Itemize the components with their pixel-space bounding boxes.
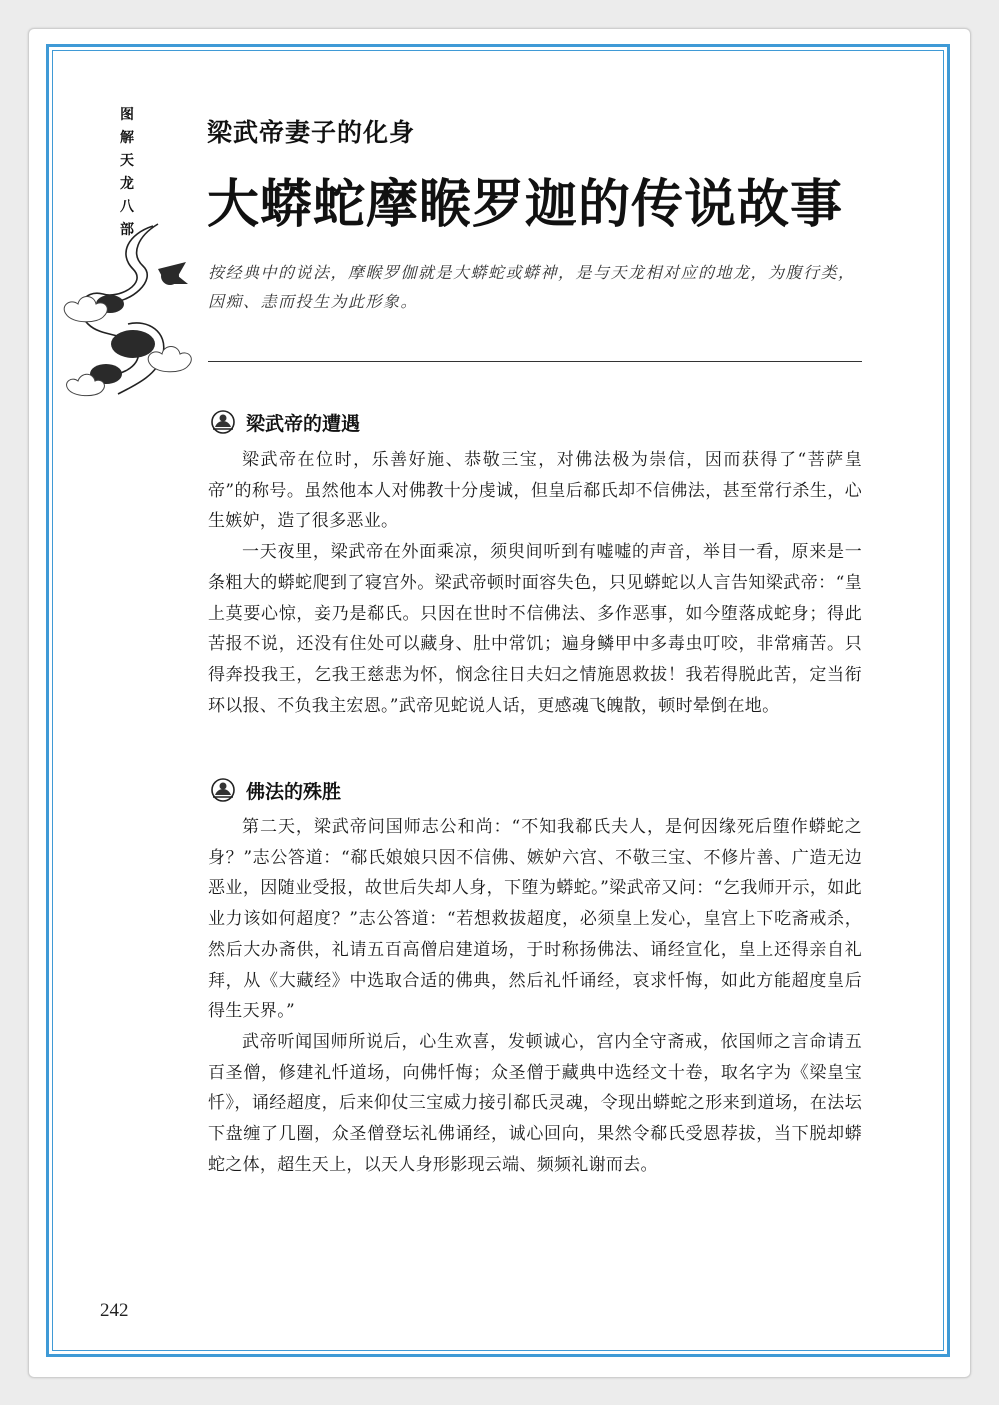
- side-label-char: 解: [120, 130, 134, 146]
- paragraph: 梁武帝在位时，乐善好施、恭敬三宝，对佛法极为崇信，因而获得了“菩萨皇帝”的称号。虽然他本人对佛教十分虔诚，但皇后郗氏却不信佛法，甚至常行杀生，心生嫉妒，造了很多恶业。: [208, 450, 862, 532]
- paragraph: 第二天，梁武帝问国师志公和尚：“不知我郗氏夫人，是何因缘死后堕作蟒蛇之身？”志公答道：“郗氏娘娘只因不信佛、嫉妒六宫、不敬三宝、不修片善、广造无边恶业，因随业受报，故世后失却人身，下堕为蟒蛇。”梁武帝又问：“乞我师开示，如此业力该如何超度？”志公答道：“若想救拔超度，必须皇上发心，皇宫上下吃斋戒杀，然后大办斋供，礼请五百高僧启建道场，于时称扬佛法、诵经宣化，皇上还得亲自礼拜，从《大藏经》中选取合适的佛典，然后礼忏诵经，哀求忏悔，如此方能超度皇后得生天界。”: [208, 817, 862, 1022]
- paragraph: 武帝听闻国师所说后，心生欢喜，发顿诚心，宫内全守斋戒，依国师之言命请五百圣僧，修建礼忏道场，向佛忏悔；众圣僧于藏典中选经文十卷，取名字为《梁皇宝忏》，诵经超度，后来仰仗三宝威力接引郗氏灵魂，令现出蟒蛇之形来到道场，在法坛下盘缠了几圈，众圣僧登坛礼佛诵经，诚心回向，果然令郗氏受恩荐拔，当下脱却蟒蛇之体，超生天上，以天人身形影现云端、频频礼谢而去。: [208, 1031, 862, 1175]
- side-label-char: 龙: [120, 176, 134, 192]
- ornament-icon: [210, 409, 236, 435]
- section-heading: [210, 407, 360, 437]
- section-title: 梁武帝的遭遇: [246, 412, 361, 435]
- section-heading: [210, 775, 341, 805]
- section-body: [208, 812, 862, 1180]
- side-label-char: 八: [120, 199, 134, 215]
- section-title: 佛法的殊胜: [246, 780, 342, 803]
- page-number: 242: [100, 1300, 129, 1321]
- page-subtitle: 梁武帝妻子的化身: [207, 118, 416, 147]
- ornament-icon: [210, 777, 236, 803]
- side-label-char: 图: [120, 107, 134, 123]
- side-label-char: 天: [120, 153, 134, 169]
- paragraph: 一天夜里，梁武帝在外面乘凉，须臾间听到有嘘嘘的声音，举目一看，原来是一条粗大的蟒蛇爬到了寝宫外。梁武帝顿时面容失色，只见蟒蛇以人言告知梁武帝：“皇上莫要心惊，妾乃是郗氏。只因在世时不信佛法、多作恶事，如今堕落成蛇身；得此苦报不说，还没有住处可以藏身、肚中常饥；遍身鳞甲中多毒虫叮咬，非常痛苦。只得奔投我王，乞我王慈悲为怀，悯念往日夫妇之情施恩救拔！我若得脱此苦，定当衔环以报、不负我主宏恩。”武帝见蛇说人话，更感魂飞魄散，顿时晕倒在地。: [208, 542, 862, 716]
- section-body: [208, 445, 862, 721]
- page-title: 大蟒蛇摩睺罗迦的传说故事: [207, 175, 844, 235]
- dragon-illustration-icon: [58, 214, 208, 414]
- intro-text: 按经典中的说法，摩睺罗伽就是大蟒蛇或蟒神，是与天龙相对应的地龙，为腹行类，因痴、恚而投生为此形象。: [208, 263, 856, 311]
- side-label-char: 部: [120, 222, 134, 238]
- divider: [208, 361, 862, 362]
